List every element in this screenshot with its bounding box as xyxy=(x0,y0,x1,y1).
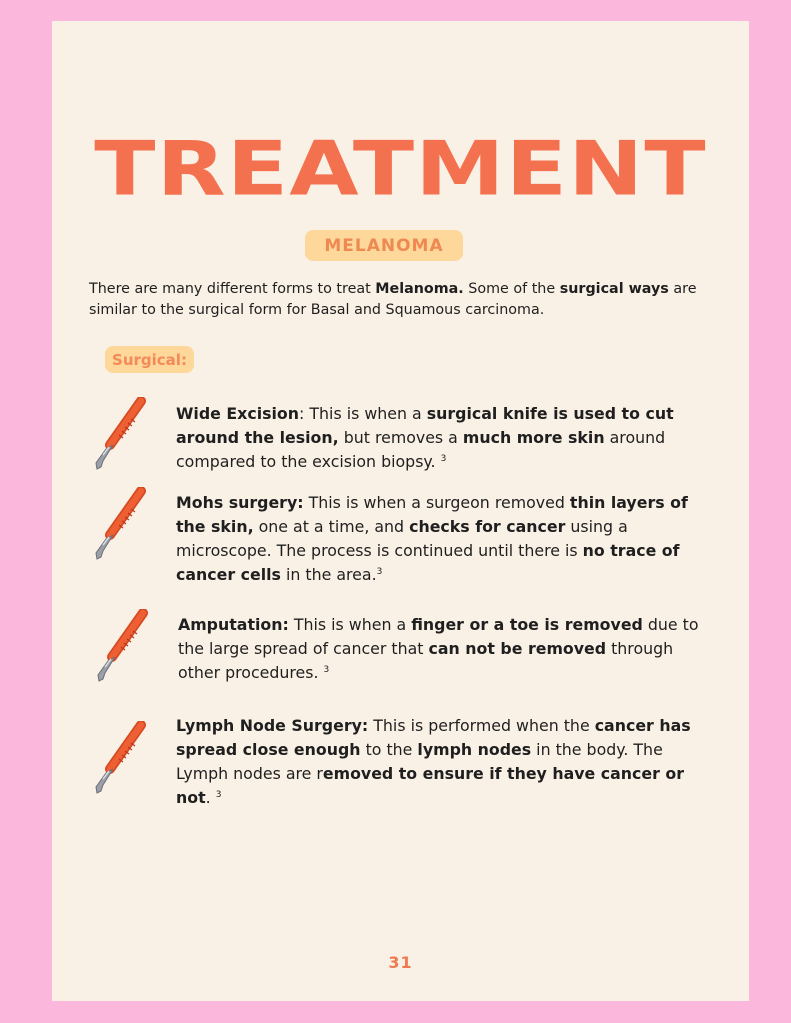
list-item-mohs-surgery xyxy=(176,491,711,587)
item-text: This is when a xyxy=(288,615,412,634)
page-title: TREATMENT xyxy=(94,124,707,213)
item-bold: emoved to ensure if they have cancer or not xyxy=(176,764,685,807)
item-text: using a microscope. The process is continued until there is xyxy=(176,517,628,560)
item-text: This is performed when the xyxy=(368,716,595,735)
reference-mark: 3 xyxy=(215,790,222,800)
scalpel-icon xyxy=(81,609,153,685)
item-bold: thin layers of the skin, xyxy=(176,493,688,536)
scalpel-icon xyxy=(79,721,151,797)
item-bold: cancer has spread close enough xyxy=(176,716,691,759)
list-item-wide-excision xyxy=(176,402,711,474)
section-label: MELANOMA xyxy=(324,235,444,256)
item-text: This is when a surgeon removed xyxy=(303,493,570,512)
item-bold: surgical knife is used to cut around the lesion, xyxy=(176,404,674,447)
surgical-label: Surgical: xyxy=(112,350,187,369)
item-text: in the body. The Lymph nodes are r xyxy=(176,740,663,783)
page-number: 31 xyxy=(388,953,413,972)
item-text: to the xyxy=(360,740,418,759)
section-label-badge xyxy=(305,230,463,261)
scalpel-icon xyxy=(79,397,151,473)
item-text: due to the large spread of cancer that xyxy=(178,615,699,658)
item-text: in the area. xyxy=(280,565,377,584)
scalpel-icon xyxy=(79,487,151,563)
item-text: through other procedures. xyxy=(178,639,674,682)
intro-bold-2: surgical ways xyxy=(559,281,669,297)
intro-text-3: are similar to the surgical form for Basal and Squamous carcinoma. xyxy=(89,281,697,318)
item-bold: finger or a toe is removed xyxy=(411,615,643,634)
item-title: Mohs surgery: xyxy=(176,493,304,512)
list-item-lymph-node-surgery xyxy=(176,714,711,810)
page xyxy=(52,21,749,1001)
item-title: Lymph Node Surgery: xyxy=(176,716,369,735)
item-bold: lymph nodes xyxy=(417,740,532,759)
reference-mark: 3 xyxy=(323,665,330,675)
item-text: : This is when a xyxy=(299,404,427,423)
reference-mark: 3 xyxy=(440,454,447,464)
reference-mark: 3 xyxy=(376,567,383,577)
intro-paragraph xyxy=(89,279,714,321)
item-title: Wide Excision xyxy=(176,404,300,423)
intro-bold-1: Melanoma. xyxy=(375,281,464,297)
surgical-label-badge xyxy=(105,346,194,373)
item-bold: can not be removed xyxy=(428,639,607,658)
item-title: Amputation: xyxy=(178,615,289,634)
intro-text-2: Some of the xyxy=(463,281,560,297)
item-text: around compared to the excision biopsy. xyxy=(176,428,666,471)
list-item-amputation xyxy=(178,613,713,685)
item-bold: no trace of cancer cells xyxy=(176,541,680,584)
item-text: but removes a xyxy=(338,428,463,447)
item-bold: much more skin xyxy=(462,428,605,447)
item-text: one at a time, and xyxy=(253,517,410,536)
item-bold: checks for cancer xyxy=(409,517,566,536)
intro-text-1: There are many different forms to treat xyxy=(89,281,376,297)
item-text: . xyxy=(205,788,216,807)
